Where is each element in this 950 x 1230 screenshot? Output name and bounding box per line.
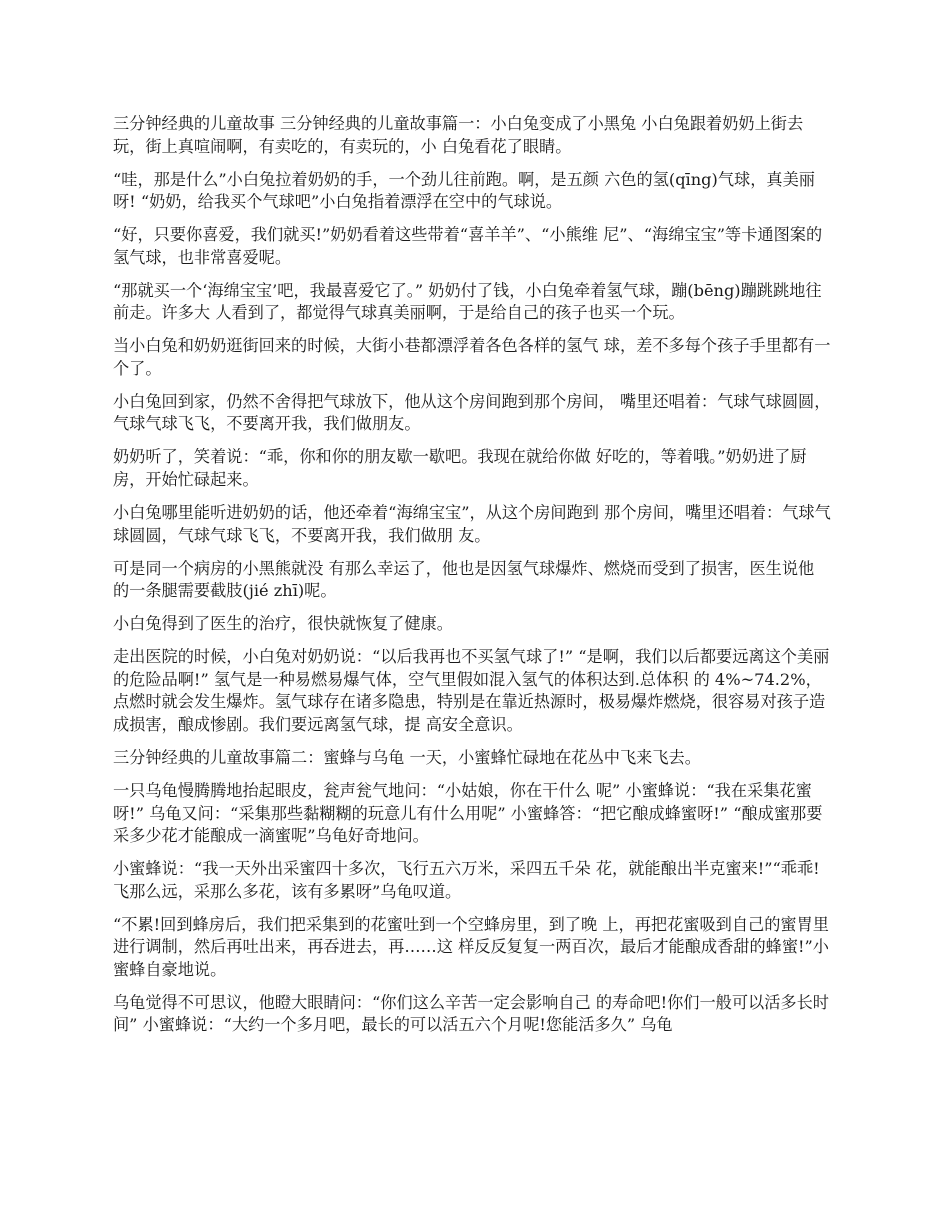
document-page bbox=[113, 113, 833, 1047]
paragraph: “哇，那是什么”小白兔拉着奶奶的手，一个劲儿往前跑。啊，是五颜 六色的氢(qīng)气球，真美丽呀! “奶奶，给我买个气球吧”小白兔指着漂浮在空中的气球说。 bbox=[113, 169, 815, 212]
paragraph: “那就买一个‘海绵宝宝’吧，我最喜爱它了。” 奶奶付了钱，小白兔牵着氢气球，蹦(bēng)蹦跳跳地往前走。许多大 人看到了，都觉得气球真美丽啊，于是给自己的孩子也买一个玩。 bbox=[113, 280, 822, 323]
paragraph: 奶奶听了，笑着说：“乖，你和你的朋友歇一歇吧。我现在就给你做 好吃的，等着哦。”奶奶进了厨房，开始忙碌起来。 bbox=[113, 447, 807, 490]
paragraph: 走出医院的时候，小白兔对奶奶说：“以后我再也不买氢气球了!” “是啊，我们以后都要远离这个美丽的危险品啊!” 氢气是一种易燃易爆气体，空气里假如混入氢气的体积达到.总体积 的 4%~74.2%，点燃时就会发生爆炸。氢气球存在诸多隐患，特别是在靠近热源时，极易爆炸燃烧，很容易对孩子造成损害，酿成惨剧。我们要远离氢气球，提 高安全意识。 bbox=[113, 647, 830, 734]
paragraph: 三分钟经典的儿童故事篇二：蜜蜂与乌龟 一天，小蜜蜂忙碌地在花丛中飞来飞去。 bbox=[113, 747, 701, 767]
paragraph: 三分钟经典的儿童故事 三分钟经典的儿童故事篇一：小白兔变成了小黑兔 小白兔跟着奶奶上街去玩，街上真喧闹啊，有卖吃的，有卖玩的，小 白兔看花了眼睛。 bbox=[113, 114, 804, 156]
paragraph: 乌龟觉得不可思议，他瞪大眼睛问：“你们这么辛苦一定会影响自己 的寿命吧!你们一般可以活多长时间” 小蜜蜂说：“大约一个多月吧，最长的可以活五六个月呢!您能活多久” 乌龟 bbox=[113, 992, 829, 1035]
paragraph: 小白兔哪里能听进奶奶的话，他还牵着“海绵宝宝”，从这个房间跑到 那个房间，嘴里还唱着：气球气球圆圆，气球气球飞飞，不要离开我，我们做朋 友。 bbox=[113, 503, 831, 545]
paragraph: 小白兔得到了医生的治疗，很快就恢复了健康。 bbox=[113, 614, 453, 634]
paragraph: “不累!回到蜂房后，我们把采集到的花蜜吐到一个空蜂房里，到了晚 上，再把花蜜吸到自己的蜜胃里进行调制，然后再吐出来，再吞进去，再……这 样反反复复一两百次，最后才能酿成香甜的蜂蜜!”小蜜蜂自豪地说。 bbox=[113, 914, 829, 979]
paragraph: “好，只要你喜爱，我们就买!”奶奶看着这些带着“喜羊羊”、“小熊维 尼”、“海绵宝宝”等卡通图案的氢气球，也非常喜爱呢。 bbox=[113, 225, 823, 267]
paragraph: 小蜜蜂说：“我一天外出采蜜四十多次，飞行五六万米，采四五千朵 花，就能酿出半克蜜来!”“乖乖!飞那么远，采那么多花，该有多累呀”乌龟叹道。 bbox=[113, 859, 820, 901]
paragraph: 小白兔回到家，仍然不舍得把气球放下，他从这个房间跑到那个房间， 嘴里还唱着：气球气球圆圆，气球气球飞飞，不要离开我，我们做朋友。 bbox=[113, 391, 831, 434]
paragraph: 当小白兔和奶奶逛街回来的时候，大街小巷都漂浮着各色各样的氢气 球，差不多每个孩子手里都有一个了。 bbox=[113, 336, 831, 378]
paragraph: 可是同一个病房的小黑熊就没 有那么幸运了，他也是因氢气球爆炸、燃烧而受到了损害，医生说他 的一条腿需要截肢(jié zhī)呢。 bbox=[113, 558, 815, 601]
paragraph: 一只乌龟慢腾腾地抬起眼皮，瓮声瓮气地问：“小姑娘，你在干什么 呢” 小蜜蜂说：“我在采集花蜜呀!” 乌龟又问：“采集那些黏糊糊的玩意儿有什么用呢” 小蜜蜂答：“把它酿成蜂蜜呀!” “酿成蜜那要采多少花才能酿成一滴蜜呢”乌龟好奇地问。 bbox=[113, 780, 823, 846]
